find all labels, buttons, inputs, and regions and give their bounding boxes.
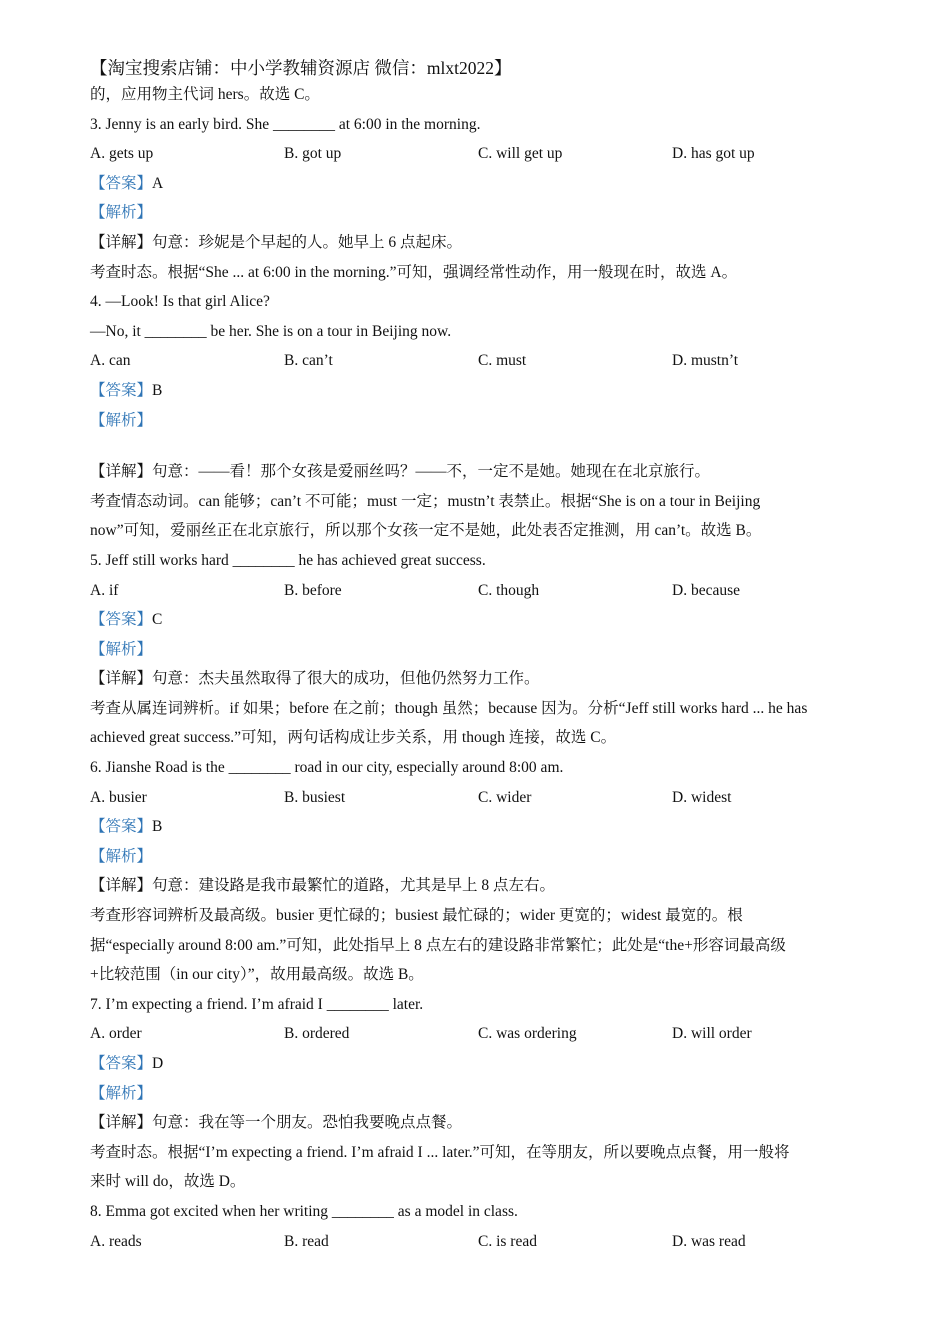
- option-d: D. has got up: [672, 145, 755, 163]
- options-row: [90, 783, 870, 813]
- detail-line: 来时 will do，故选 D。: [90, 1173, 246, 1191]
- option-b: B. before: [284, 581, 342, 599]
- question-stem: 8. Emma got excited when her writing ________ as a model in class.: [90, 1202, 518, 1220]
- analysis-label: 【解析】: [90, 204, 153, 222]
- detail-line: 【详解】句意：杰夫虽然取得了很大的成功，但他仍然努力工作。: [90, 670, 540, 688]
- answer-label: 【答案】: [90, 611, 153, 629]
- answer-line: [90, 376, 870, 406]
- detail-line: 考查形容词辨析及最高级。busier 更忙碌的；busiest 最忙碌的；wider 更宽的；widest 最宽的。根: [90, 907, 743, 925]
- option-d: D. widest: [672, 788, 732, 806]
- question-stem: 3. Jenny is an early bird. She ________ at 6:00 in the morning.: [90, 115, 481, 133]
- option-a: A. gets up: [90, 145, 154, 163]
- option-b: B. read: [284, 1232, 329, 1250]
- options-row: [90, 139, 870, 169]
- option-d: D. mustn’t: [672, 352, 739, 370]
- option-a: A. if: [90, 581, 119, 599]
- detail-line: achieved great success.”可知，两句话构成让步关系，用 though 连接，故选 C。: [90, 729, 617, 747]
- detail-line: 考查从属连词辨析。if 如果；before 在之前；though 虽然；because 因为。分析“Jeff still works hard ... he has: [90, 699, 808, 717]
- question-stem: 5. Jeff still works hard ________ he has achieved great success.: [90, 551, 486, 569]
- option-c: C. was ordering: [478, 1025, 577, 1043]
- analysis-label: 【解析】: [90, 1084, 153, 1102]
- analysis-label: 【解析】: [90, 847, 153, 865]
- option-c: C. wider: [478, 788, 532, 806]
- answer-value: A: [152, 174, 164, 192]
- option-c: C. must: [478, 352, 527, 370]
- option-b: B. busiest: [284, 788, 346, 806]
- question-6: [90, 753, 870, 990]
- answer-label: 【答案】: [90, 381, 153, 399]
- answer-line: [90, 169, 870, 199]
- question-8: [90, 1197, 870, 1256]
- answer-value: B: [152, 818, 163, 836]
- detail-line: 考查情态动词。can 能够；can’t 不可能；must 一定；mustn’t 表禁止。根据“She is on a tour in Beijing: [90, 492, 761, 510]
- detail-line: 考查时态。根据“She ... at 6:00 in the morning.”可知，强调经常性动作，用一般现在时，故选 A。: [90, 263, 738, 281]
- detail-line: 【详解】句意：我在等一个朋友。恐怕我要晚点点餐。: [90, 1114, 463, 1132]
- continued-text: 的，应用物主代词 hers。故选 C。: [90, 86, 320, 103]
- analysis-label: 【解析】: [90, 411, 153, 429]
- question-3: [90, 110, 870, 288]
- option-d: D. will order: [672, 1025, 752, 1043]
- answer-label: 【答案】: [90, 174, 153, 192]
- document-page: [90, 56, 870, 1256]
- question-4: [90, 287, 870, 546]
- answer-value: D: [152, 1055, 164, 1072]
- option-c: C. will get up: [478, 145, 563, 163]
- question-7: [90, 990, 870, 1197]
- spacer: [90, 435, 870, 457]
- option-c: C. is read: [478, 1232, 537, 1250]
- question-stem: 4. —Look! Is that girl Alice?: [90, 293, 270, 311]
- detail-line: now”可知，爱丽丝正在北京旅行，所以那个女孩一定不是她，此处表否定推测，用 can’t。故选 B。: [90, 522, 762, 540]
- answer-line: [90, 1049, 870, 1079]
- option-d: D. because: [672, 581, 740, 599]
- question-stem: 7. I’m expecting a friend. I’m afraid I ________ later.: [90, 995, 424, 1013]
- detail-line: 【详解】句意：珍妮是个早起的人。她早上 6 点起床。: [90, 233, 463, 251]
- detail-line: 考查时态。根据“I’m expecting a friend. I’m afraid I ... later.”可知，在等朋友，所以要晚点点餐，用一般将: [90, 1143, 790, 1161]
- detail-line: 【详解】句意：——看！那个女孩是爱丽丝吗？——不，一定不是她。她现在在北京旅行。: [90, 463, 711, 481]
- page-header: 【淘宝搜索店铺：中小学教辅资源店 微信：mlxt2022】: [90, 58, 512, 78]
- options-row: [90, 576, 870, 606]
- options-row: [90, 346, 870, 376]
- options-row: [90, 1019, 870, 1049]
- answer-value: C: [152, 611, 163, 629]
- option-a: A. can: [90, 352, 131, 370]
- option-c: C. though: [478, 581, 540, 599]
- detail-line: +比较范围（in our city）”，故用最高级。故选 B。: [90, 966, 424, 984]
- analysis-label: 【解析】: [90, 640, 153, 658]
- answer-label: 【答案】: [90, 818, 153, 836]
- option-a: A. reads: [90, 1232, 142, 1250]
- answer-label: 【答案】: [90, 1055, 153, 1072]
- answer-line: [90, 812, 870, 842]
- option-b: B. can’t: [284, 352, 333, 370]
- option-a: A. busier: [90, 788, 147, 806]
- detail-line: 据“especially around 8:00 am.”可知，此处指早上 8 点左右的建设路非常繁忙；此处是“the+形容词最高级: [90, 936, 786, 954]
- question-stem: 6. Jianshe Road is the ________ road in our city, especially around 8:00 am.: [90, 759, 564, 777]
- detail-line: 【详解】句意：建设路是我市最繁忙的道路，尤其是早上 8 点左右。: [90, 877, 556, 895]
- question-5: [90, 546, 870, 753]
- question-stem: —No, it ________ be her. She is on a tour in Beijing now.: [90, 322, 452, 340]
- option-b: B. ordered: [284, 1025, 350, 1043]
- options-row: [90, 1227, 870, 1257]
- option-d: D. was read: [672, 1232, 746, 1250]
- option-a: A. order: [90, 1025, 142, 1043]
- answer-value: B: [152, 381, 163, 399]
- option-b: B. got up: [284, 145, 342, 163]
- answer-line: [90, 605, 870, 635]
